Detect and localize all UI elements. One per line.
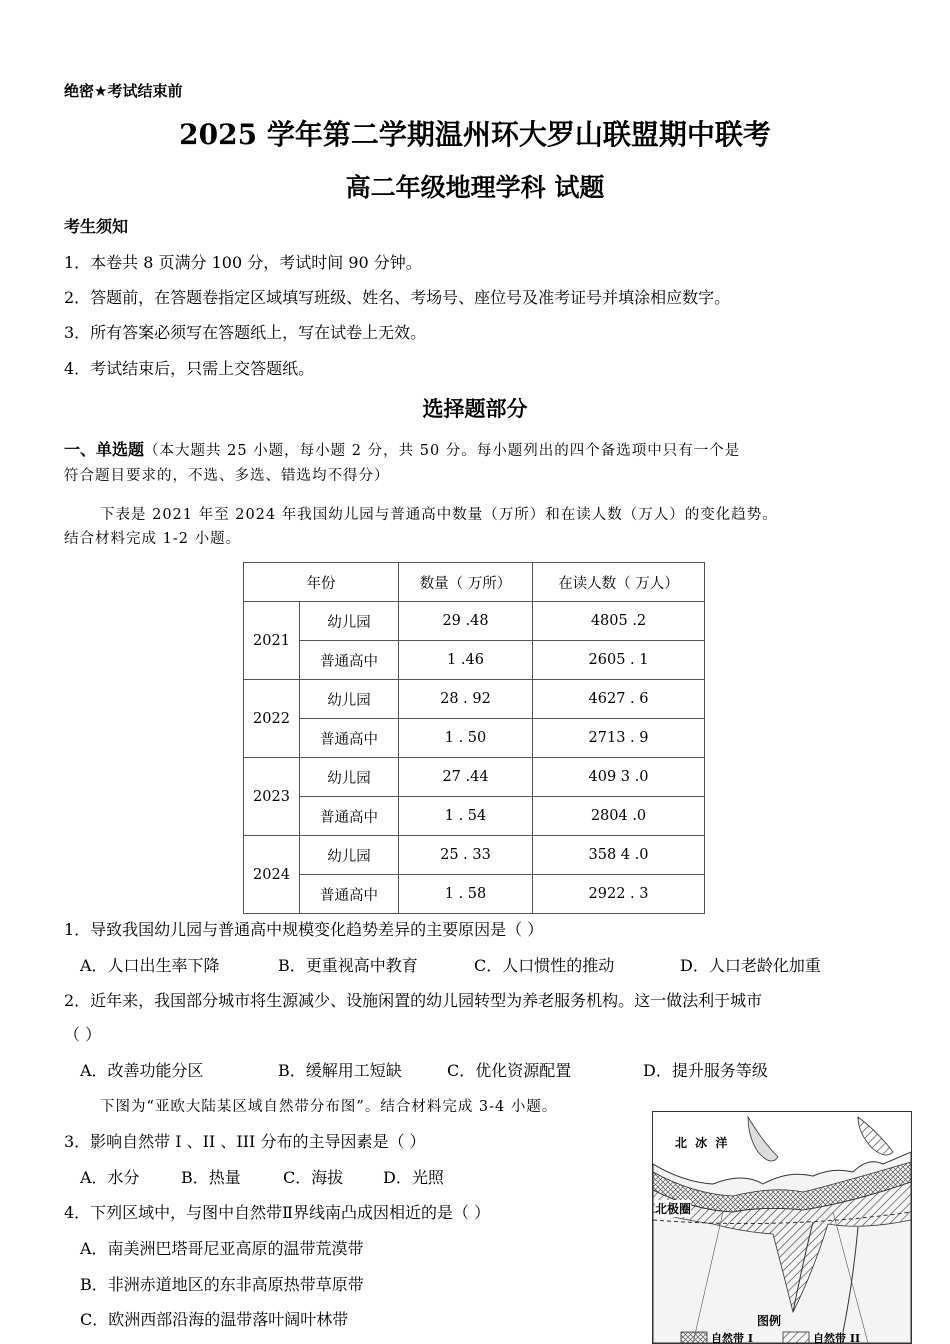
table-header: 数量（ 万所）	[399, 563, 533, 602]
table-row	[244, 602, 705, 641]
question-2-option-a: A．改善功能分区	[80, 1061, 204, 1080]
students-cell: 4627 . 6	[533, 680, 705, 719]
question-1-stem: 1．导致我国幼儿园与普通高中规模变化趋势差异的主要原因是（ ）	[64, 920, 544, 939]
notice-item-4: 4．考试结束后，只需上交答题纸。	[64, 359, 315, 378]
question-2-option-c: C．优化资源配置	[447, 1061, 572, 1080]
count-cell: 28 . 92	[399, 680, 533, 719]
question-3-option-d: D．光照	[383, 1168, 444, 1187]
question-2-stem-cont: （ ）	[64, 1025, 102, 1044]
question-1-option-d: D．人口老龄化加重	[680, 956, 821, 975]
question-2-stem: 2．近年来，我国部分城市将生源减少、设施闲置的幼儿园转型为养老服务机构。这一做法利于城市	[64, 991, 763, 1010]
table-row	[244, 680, 705, 719]
legend-zone-2: 自然带 II	[813, 1332, 861, 1344]
count-cell: 25 . 33	[399, 836, 533, 875]
confidential-mark: 绝密★考试结束前	[64, 82, 183, 100]
question-3-option-a: A．水分	[80, 1168, 140, 1187]
legend-title: 图例	[757, 1314, 782, 1328]
year-cell: 2022	[244, 680, 300, 758]
notice-item-1: 1．本卷共 8 页满分 100 分，考试时间 90 分钟。	[64, 253, 422, 272]
students-cell: 2804 .0	[533, 797, 705, 836]
notice-heading: 考生须知	[64, 217, 129, 236]
arctic-circle-label: 北极圈	[655, 1202, 692, 1216]
part-label: 一、单选题	[64, 440, 145, 459]
table-header: 在读人数（ 万人）	[533, 563, 705, 602]
table-row	[244, 758, 705, 797]
material-2: 下图为“亚欧大陆某区域自然带分布图”。结合材料完成 3-4 小题。	[100, 1099, 558, 1115]
material-1-line-1: 下表是 2021 年至 2024 年我国幼儿园与普通高中数量（万所）和在读人数（万人）的变化趋势。	[100, 507, 778, 523]
question-3-option-c: C．海拔	[283, 1168, 344, 1187]
legend-zone-1: 自然带 I	[711, 1332, 753, 1344]
year-cell: 2023	[244, 758, 300, 836]
question-1-option-c: C．人口惯性的推动	[474, 956, 615, 975]
table-header-row	[244, 563, 705, 602]
table-row	[244, 797, 705, 836]
students-cell: 2922 . 3	[533, 875, 705, 914]
count-cell: 29 .48	[399, 602, 533, 641]
notice-item-3: 3．所有答案必须写在答题纸上，写在试卷上无效。	[64, 323, 427, 342]
count-cell: 1 .46	[399, 641, 533, 680]
question-4-option-c: C．欧洲西部沿海的温带落叶阔叶林带	[80, 1310, 349, 1329]
question-2-option-d: D．提升服务等级	[643, 1061, 768, 1080]
question-4-option-a: A．南美洲巴塔哥尼亚高原的温带荒漠带	[80, 1239, 364, 1258]
part-desc-2: 符合题目要求的，不选、多选、错选均不得分）	[64, 468, 390, 484]
exam-subtitle: 高二年级地理学科 试题	[345, 173, 605, 202]
year-cell: 2024	[244, 836, 300, 914]
natural-zone-map	[652, 1111, 912, 1344]
table-header: 年份	[244, 563, 399, 602]
question-2-option-b: B．缓解用工短缺	[278, 1061, 402, 1080]
data-table	[243, 562, 705, 914]
count-cell: 1 . 54	[399, 797, 533, 836]
type-cell: 幼儿园	[300, 836, 399, 875]
type-cell: 幼儿园	[300, 602, 399, 641]
table-row	[244, 719, 705, 758]
question-1-option-b: B．更重视高中教育	[278, 956, 418, 975]
students-cell: 2605 . 1	[533, 641, 705, 680]
type-cell: 幼儿园	[300, 680, 399, 719]
section-title: 选择题部分	[422, 396, 528, 421]
question-4-option-b: B．非洲赤道地区的东非高原热带草原带	[80, 1275, 364, 1294]
table-row	[244, 836, 705, 875]
students-cell: 409 3 .0	[533, 758, 705, 797]
part-desc-1: （本大题共 25 小题，每小题 2 分，共 50 分。每小题列出的四个备选项中只有一个是	[144, 443, 741, 459]
question-3-option-b: B．热量	[181, 1168, 241, 1187]
type-cell: 普通高中	[300, 719, 399, 758]
notice-item-2: 2．答题前，在答题卷指定区域填写班级、姓名、考场号、座位号及准考证号并填涂相应数字。	[64, 288, 731, 307]
year-cell: 2021	[244, 602, 300, 680]
students-cell: 358 4 .0	[533, 836, 705, 875]
question-1-option-a: A．人口出生率下降	[80, 956, 220, 975]
material-1-line-2: 结合材料完成 1-2 小题。	[64, 531, 242, 547]
type-cell: 普通高中	[300, 641, 399, 680]
table-row	[244, 641, 705, 680]
ocean-label: 北 冰 洋	[675, 1136, 730, 1150]
part-heading	[64, 437, 740, 460]
question-3-stem: 3．影响自然带 I 、II 、III 分布的主导因素是（ ）	[64, 1132, 426, 1151]
count-cell: 1 . 58	[399, 875, 533, 914]
table-row	[244, 875, 705, 914]
question-4-stem: 4．下列区域中，与图中自然带Ⅱ界线南凸成因相近的是（ ）	[64, 1203, 491, 1222]
count-cell: 27 .44	[399, 758, 533, 797]
type-cell: 幼儿园	[300, 758, 399, 797]
students-cell: 2713 . 9	[533, 719, 705, 758]
students-cell: 4805 .2	[533, 602, 705, 641]
type-cell: 普通高中	[300, 797, 399, 836]
exam-title: 2025 学年第二学期温州环大罗山联盟期中联考	[179, 118, 771, 151]
type-cell: 普通高中	[300, 875, 399, 914]
count-cell: 1 . 50	[399, 719, 533, 758]
